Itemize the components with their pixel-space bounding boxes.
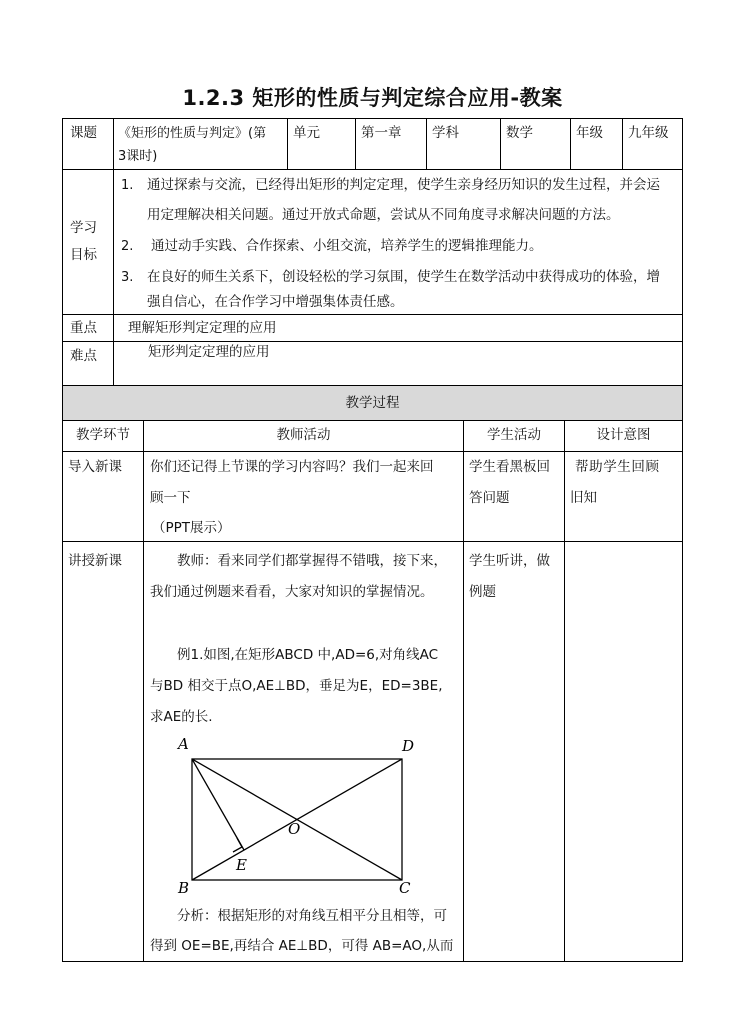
course-label: 课题: [70, 125, 97, 141]
column-stage: 教学环节: [76, 427, 130, 443]
label-o: O: [288, 820, 301, 838]
analysis-line2: 得到 OE=BE,再结合 AE⊥BD，可得 AB=AO,从而: [150, 938, 454, 954]
row2-teacher-p1-line2: 我们通过例题来看看，大家对知识的掌握情况。: [150, 584, 434, 600]
row1-student-line1: 学生看黑板回: [469, 459, 550, 475]
key-point-value: 理解矩形判定定理的应用: [128, 320, 277, 336]
table-border: [62, 118, 63, 962]
objectives-label-line2: 目标: [70, 247, 97, 263]
example-line1: 例1.如图,在矩形ABCD 中,AD=6,对角线AC: [177, 647, 439, 663]
row2-teacher-p1-line1: 教师：看来同学们都掌握得不错哦，接下来，: [177, 553, 447, 569]
row1-teacher-line2: 顾一下: [150, 490, 191, 506]
table-border: [62, 385, 683, 386]
table-border: [143, 420, 144, 962]
table-border: [113, 118, 114, 386]
row1-student-line2: 答问题: [469, 490, 510, 506]
grade-label: 年级: [576, 125, 603, 141]
table-border: [287, 118, 288, 169]
column-student: 学生活动: [487, 427, 541, 443]
row2-stage: 讲授新课: [68, 553, 122, 569]
key-point-label: 重点: [70, 320, 97, 336]
course-title-line1: 《矩形的性质与判定》(第: [118, 126, 267, 141]
page-title: 1.2.3 矩形的性质与判定综合应用-教案: [182, 86, 563, 110]
row1-teacher-line1: 你们还记得上节课的学习内容吗？我们一起来回: [150, 459, 434, 475]
unit-value: 第一章: [361, 125, 402, 141]
table-border: [564, 420, 565, 962]
row1-intent-line2: 旧知: [570, 490, 597, 506]
objective-1-line2: 用定理解决相关问题。通过开放式命题，尝试从不同角度寻求解决问题的方法。: [147, 207, 620, 223]
table-border: [682, 118, 683, 962]
table-border: [500, 118, 501, 169]
unit-label: 单元: [293, 125, 320, 141]
column-teacher: 教师活动: [276, 427, 331, 443]
row1-stage: 导入新课: [68, 459, 122, 475]
objective-1-line1: 通过探索与交流，已经得出矩形的判定定理，使学生亲身经历知识的发生过程，并会运: [147, 177, 660, 193]
analysis-line1: 分析：根据矩形的对角线互相平分且相等，可: [177, 908, 447, 924]
table-border: [622, 118, 623, 169]
rectangle-figure: [170, 735, 430, 900]
label-a: A: [178, 735, 189, 753]
row1-teacher-line3: （PPT展示）: [152, 520, 231, 536]
table-border: [426, 118, 427, 169]
label-b: B: [178, 879, 190, 897]
table-border: [62, 961, 683, 962]
objective-2-line1: 通过动手实践、合作探索、小组交流，培养学生的逻辑推理能力。: [151, 238, 543, 254]
grade-value: 九年级: [628, 125, 669, 141]
difficulty-value: 矩形判定定理的应用: [148, 344, 270, 360]
example-line2: 与BD 相交于点O,AE⊥BD，垂足为E，ED=3BE,: [150, 678, 443, 694]
example-line3: 求AE的长.: [150, 709, 213, 725]
right-angle-mark: [233, 838, 242, 852]
objective-1-num: 1.: [121, 178, 134, 193]
table-border: [570, 118, 571, 169]
table-border: [62, 451, 683, 452]
objective-3-line1: 在良好的师生关系下，创设轻松的学习氛围，使学生在数学活动中获得成功的体验，增: [147, 269, 660, 285]
difficulty-label: 难点: [70, 348, 97, 364]
row2-student-line2: 例题: [469, 584, 496, 600]
process-header: 教学过程: [345, 395, 400, 411]
row1-intent-line1: 帮助学生回顾: [575, 459, 660, 475]
objective-3-num: 3.: [121, 270, 134, 285]
row2-student-line1: 学生听讲，做: [469, 553, 550, 569]
subject-value: 数学: [506, 125, 533, 141]
table-border: [463, 420, 464, 962]
table-border: [355, 118, 356, 169]
segment-ae: [192, 759, 244, 850]
course-title-line2: 3课时): [118, 149, 158, 164]
objective-2-num: 2.: [121, 239, 134, 254]
label-e: E: [236, 856, 247, 874]
label-c: C: [399, 879, 411, 897]
subject-label: 学科: [432, 125, 459, 141]
label-d: D: [402, 737, 415, 755]
objectives-label-line1: 学习: [70, 220, 97, 236]
objective-3-line2: 强自信心，在合作学习中增强集体责任感。: [147, 294, 404, 310]
column-intent: 设计意图: [596, 427, 651, 443]
